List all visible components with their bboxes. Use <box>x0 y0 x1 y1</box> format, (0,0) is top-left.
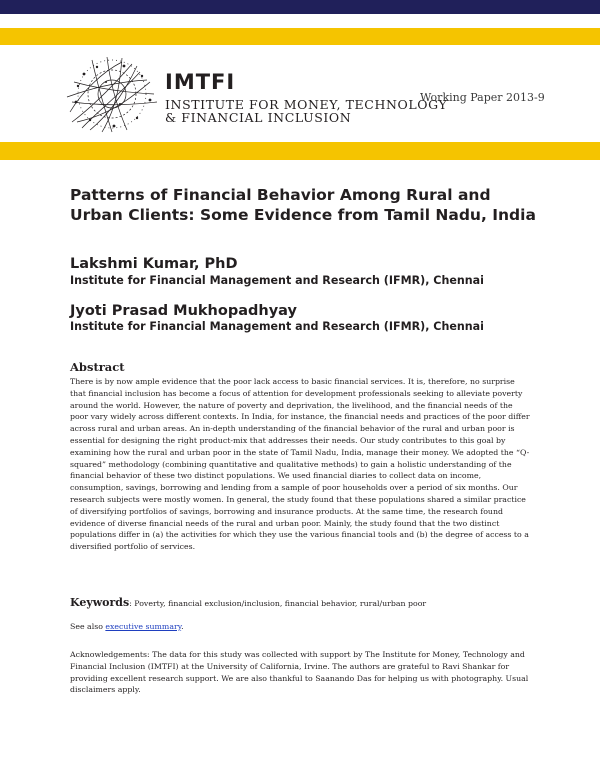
keywords-label: Keywords <box>70 596 130 609</box>
working-paper-number: Working Paper 2013-9 <box>420 91 545 104</box>
header-band-yellow <box>0 28 600 45</box>
author-affiliation: Institute for Financial Management and Research (IFMR), Chennai <box>70 320 484 333</box>
see-also-prefix: See also <box>70 622 106 631</box>
see-also <box>70 622 184 631</box>
executive-summary-link[interactable]: executive summary <box>105 622 182 631</box>
keywords <box>70 596 540 609</box>
paper-title: Patterns of Financial Behavior Among Rural and Urban Clients: Some Evidence from Tamil Nadu, India <box>70 186 536 224</box>
author-affiliation: Institute for Financial Management and Research (IFMR), Chennai <box>70 274 484 287</box>
keywords-text: : Poverty, financial exclusion/inclusion, financial behavior, rural/urban poor <box>129 599 427 608</box>
brand-subtitle-line-1: INSTITUTE FOR MONEY, TECHNOLOGY <box>165 97 448 112</box>
brand-subtitle-line-2: & FINANCIAL INCLUSION <box>165 110 352 125</box>
divider-band-yellow <box>0 142 600 160</box>
imtfi-logo-icon <box>62 52 166 136</box>
brand-name: IMTFI <box>165 70 236 94</box>
abstract-body: There is by now ample evidence that the poor lack access to basic financial services. It is, therefore, no surprise that financial inclusion has become a focus of attention for development professionals seeking to alleviate poverty around the world. However, the nature of poverty and deprivation, the livelihood, and the financial needs of the poor vary widely across different contexts. In India, for instance, the financial needs and practices of the poor differ across rural and urban areas. An in-depth understanding of the financial behavior of the rural and urban poor is essential for designing the right product-mix that addresses their needs. Our study contributes to this goal by examining how the rural and urban poor in the state of Tamil Nadu, India, manage their money. We adopted the “Q-squared” methodology (combining quantitative and qualitative methods) to gain a holistic understanding of the financial behavior of these two distinct populations. We used financial diaries to collect data on income, consumption, savings, borrowing and lending from a sample of poor households over a period of six months. Our research subjects were mostly women. In general, the study found that these populations shared a similar practice of diversifying portfolios of savings, borrowing and insurance products. At the same time, the research found evidence of diverse financial needs of the rural and urban poor. Mainly, the study found that the two distinct populations differ in (a) the activities for which they use the various financial tools and (b) the degree of access to a diversified portfolio of services. <box>70 377 530 552</box>
see-also-suffix: . <box>181 622 184 631</box>
author-name: Lakshmi Kumar, PhD <box>70 256 238 272</box>
abstract-heading: Abstract <box>70 360 125 374</box>
acknowledgements: Acknowledgements: The data for this study was collected with support by The Institute for Money, Technology and Financial Inclusion (IMTFI) at the University of California, Irvine. The authors are grateful to Ravi Shankar for providing excellent research support. We are also thankful to Saanando Das for helping us with photography. Usual disclaimers apply. <box>70 650 529 695</box>
author-name: Jyoti Prasad Mukhopadhyay <box>70 303 297 319</box>
header-band-navy <box>0 0 600 14</box>
